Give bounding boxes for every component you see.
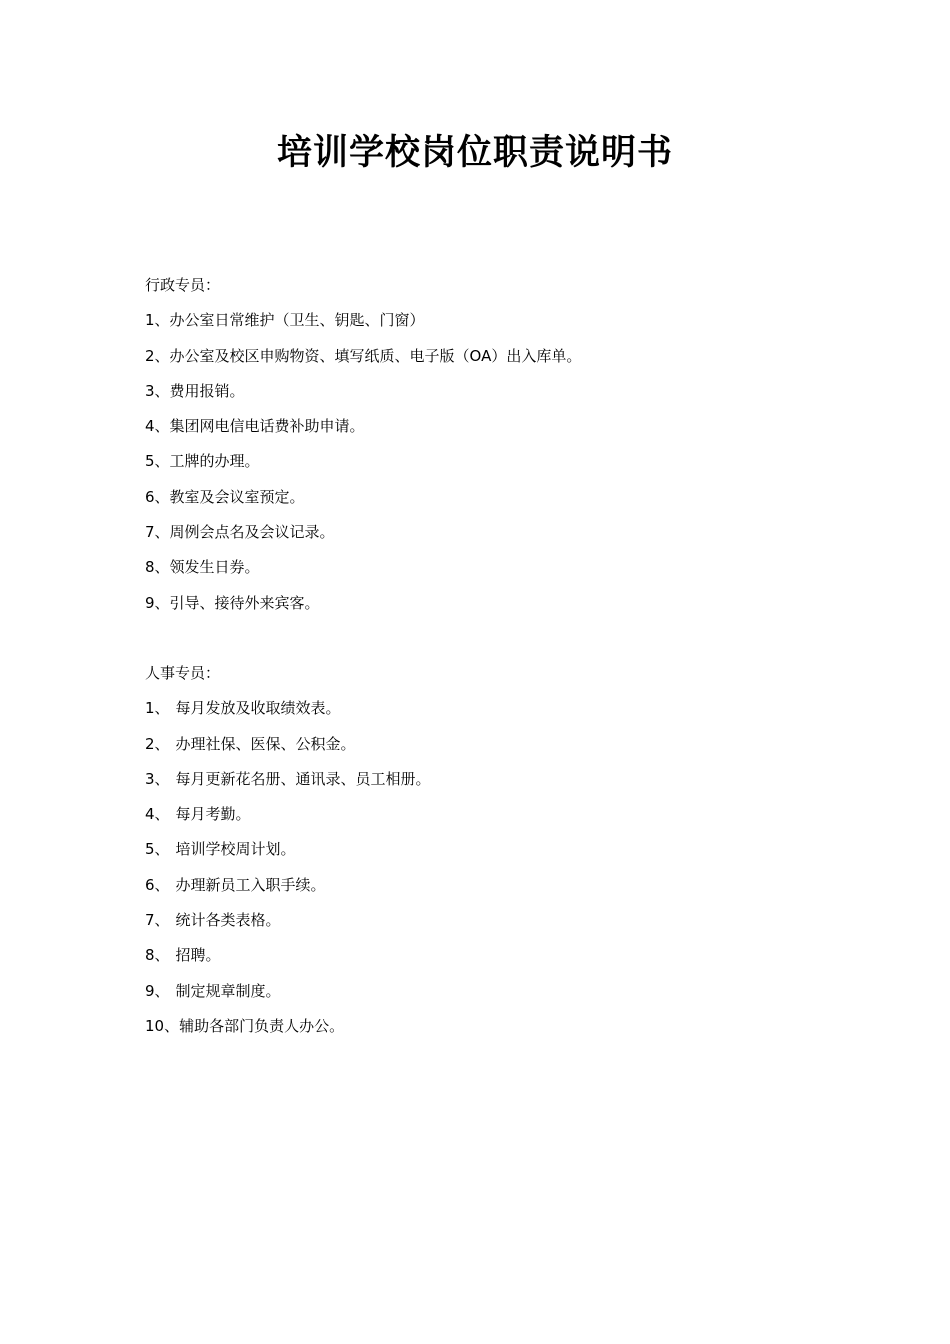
list-item xyxy=(145,868,845,903)
admin-section xyxy=(145,268,845,621)
list-item xyxy=(145,515,845,550)
item-number: 7、 xyxy=(145,911,170,930)
item-text: 招聘。 xyxy=(175,946,221,965)
item-number: 6、 xyxy=(145,487,170,506)
list-item xyxy=(145,480,845,515)
item-number: 9、 xyxy=(145,593,170,612)
list-item xyxy=(145,797,845,832)
item-number: 2、 xyxy=(145,346,170,365)
item-number: 9、 xyxy=(145,981,170,1000)
item-text: 辅助各部门负责人办公。 xyxy=(179,1016,345,1035)
item-text: 费用报销。 xyxy=(169,381,245,400)
item-text: 集团网电信电话费补助申请。 xyxy=(169,417,365,436)
item-number: 6、 xyxy=(145,875,170,894)
item-text: 办理新员工入职手续。 xyxy=(175,875,326,894)
item-text: 周例会点名及会议记录。 xyxy=(169,523,335,542)
item-number: 3、 xyxy=(145,769,170,788)
list-item xyxy=(145,374,845,409)
list-item xyxy=(145,691,845,726)
list-item xyxy=(145,974,845,1009)
list-item xyxy=(145,550,845,585)
item-number: 2、 xyxy=(145,734,170,753)
item-text: 培训学校周计划。 xyxy=(175,840,296,859)
list-item xyxy=(145,409,845,444)
item-number: 1、 xyxy=(145,699,170,718)
item-text: 每月更新花名册、通讯录、员工相册。 xyxy=(175,769,431,788)
item-text: 办公室及校区申购物资、填写纸质、电子版（OA）出入库单。 xyxy=(169,346,582,365)
item-number: 4、 xyxy=(145,417,170,436)
list-item xyxy=(145,903,845,938)
item-number: 8、 xyxy=(145,946,170,965)
item-number: 7、 xyxy=(145,523,170,542)
item-text: 工牌的办理。 xyxy=(169,452,260,471)
list-item xyxy=(145,303,845,338)
list-item xyxy=(145,339,845,374)
item-text: 教室及会议室预定。 xyxy=(169,487,305,506)
list-item xyxy=(145,727,845,762)
list-item xyxy=(145,444,845,479)
document-title: 培训学校岗位职责说明书 xyxy=(276,132,673,173)
item-text: 每月考勤。 xyxy=(175,805,251,824)
item-number: 5、 xyxy=(145,452,170,471)
item-number: 5、 xyxy=(145,840,170,859)
list-item xyxy=(145,832,845,867)
item-text: 统计各类表格。 xyxy=(175,911,281,930)
item-text: 领发生日券。 xyxy=(169,558,260,577)
item-number: 1、 xyxy=(145,311,170,330)
item-text: 办公室日常维护（卫生、钥匙、门窗） xyxy=(169,311,425,330)
hr-section xyxy=(145,656,845,1044)
item-text: 办理社保、医保、公积金。 xyxy=(175,734,356,753)
item-number: 4、 xyxy=(145,805,170,824)
section-heading: 行政专员： xyxy=(145,276,221,294)
item-number: 3、 xyxy=(145,381,170,400)
list-item xyxy=(145,762,845,797)
item-number: 10、 xyxy=(145,1016,180,1035)
list-item xyxy=(145,938,845,973)
item-text: 引导、接待外来宾客。 xyxy=(169,593,320,612)
item-number: 8、 xyxy=(145,558,170,577)
section-heading: 人事专员： xyxy=(145,664,221,682)
list-item xyxy=(145,1009,845,1044)
item-text: 每月发放及收取绩效表。 xyxy=(175,699,341,718)
item-text: 制定规章制度。 xyxy=(175,981,281,1000)
list-item xyxy=(145,586,845,621)
